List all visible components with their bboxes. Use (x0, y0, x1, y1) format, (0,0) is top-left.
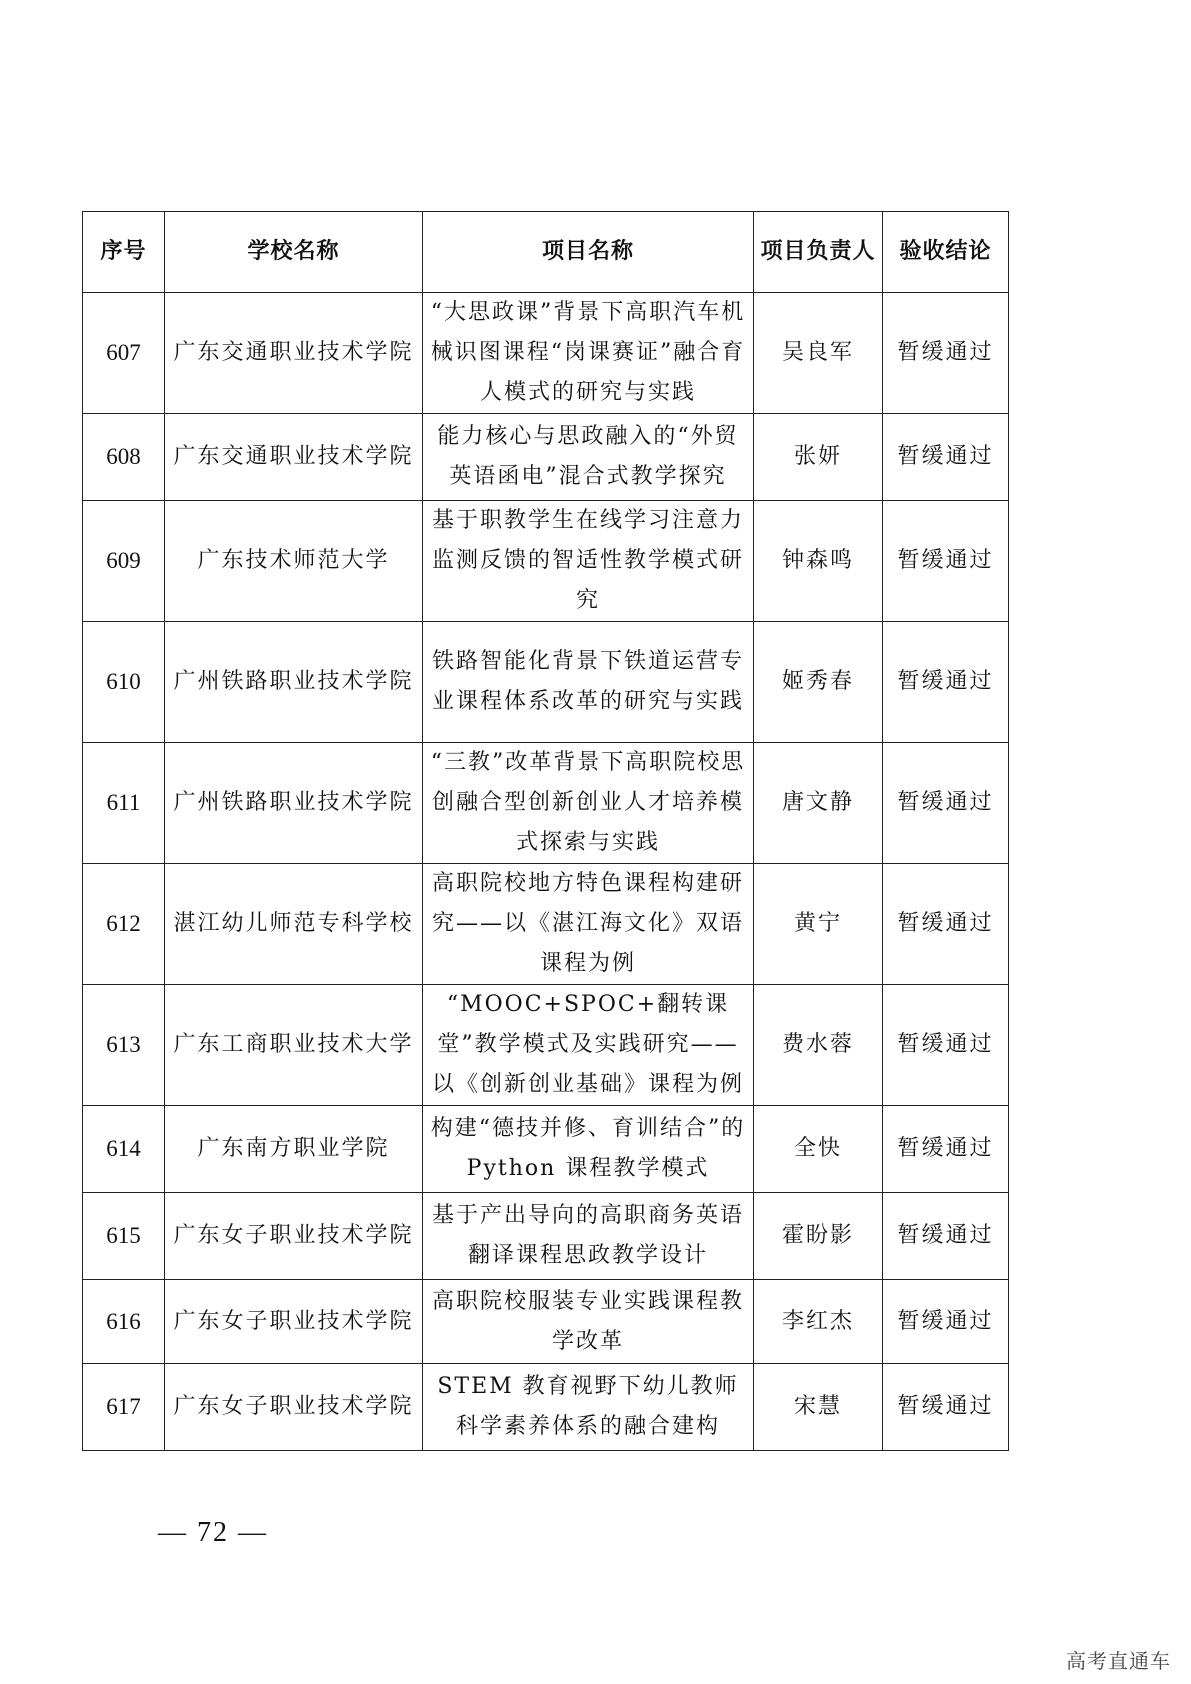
cell-seq: 611 (83, 743, 165, 864)
cell-school: 广东女子职业技术学院 (165, 1364, 423, 1451)
cell-leader: 费水蓉 (754, 985, 883, 1106)
cell-school: 广东工商职业技术大学 (165, 985, 423, 1106)
table-row (83, 743, 1009, 864)
table-row (83, 985, 1009, 1106)
cell-school: 广东交通职业技术学院 (165, 414, 423, 501)
cell-conclusion: 暂缓通过 (883, 1193, 1009, 1280)
cell-conclusion: 暂缓通过 (883, 622, 1009, 743)
cell-project: STEM 教育视野下幼儿教师科学素养体系的融合建构 (423, 1364, 754, 1451)
table-row (83, 501, 1009, 622)
header-project: 项目名称 (423, 212, 754, 293)
cell-conclusion: 暂缓通过 (883, 293, 1009, 414)
cell-school: 广东南方职业学院 (165, 1106, 423, 1193)
cell-project: 构建“德技并修、育训结合”的Python 课程教学模式 (423, 1106, 754, 1193)
cell-seq: 613 (83, 985, 165, 1106)
cell-seq: 617 (83, 1364, 165, 1451)
cell-school: 广东女子职业技术学院 (165, 1193, 423, 1280)
table-row (83, 293, 1009, 414)
cell-leader: 吴良军 (754, 293, 883, 414)
table-row (83, 1193, 1009, 1280)
cell-project: 基于职教学生在线学习注意力监测反馈的智适性教学模式研究 (423, 501, 754, 622)
cell-school: 广东女子职业技术学院 (165, 1280, 423, 1364)
cell-leader: 钟森鸣 (754, 501, 883, 622)
cell-leader: 霍盼影 (754, 1193, 883, 1280)
cell-conclusion: 暂缓通过 (883, 1280, 1009, 1364)
cell-leader: 姬秀春 (754, 622, 883, 743)
project-acceptance-table (82, 211, 1009, 1451)
cell-project: 铁路智能化背景下铁道运营专业课程体系改革的研究与实践 (423, 622, 754, 743)
cell-seq: 610 (83, 622, 165, 743)
cell-school: 广州铁路职业技术学院 (165, 743, 423, 864)
cell-conclusion: 暂缓通过 (883, 414, 1009, 501)
cell-seq: 612 (83, 864, 165, 985)
cell-conclusion: 暂缓通过 (883, 501, 1009, 622)
cell-project: “大思政课”背景下高职汽车机械识图课程“岗课赛证”融合育人模式的研究与实践 (423, 293, 754, 414)
cell-leader: 张妍 (754, 414, 883, 501)
cell-leader: 李红杰 (754, 1280, 883, 1364)
table-row (83, 1280, 1009, 1364)
cell-seq: 609 (83, 501, 165, 622)
cell-seq: 616 (83, 1280, 165, 1364)
cell-project: “三教”改革背景下高职院校思创融合型创新创业人才培养模式探索与实践 (423, 743, 754, 864)
header-conclusion: 验收结论 (883, 212, 1009, 293)
table-row (83, 864, 1009, 985)
cell-project: 高职院校地方特色课程构建研究——以《湛江海文化》双语课程为例 (423, 864, 754, 985)
watermark: 高考直通车 (1066, 1649, 1171, 1673)
cell-conclusion: 暂缓通过 (883, 1364, 1009, 1451)
table-header-row (83, 212, 1009, 293)
table-row (83, 414, 1009, 501)
cell-leader: 全快 (754, 1106, 883, 1193)
cell-leader: 唐文静 (754, 743, 883, 864)
cell-seq: 607 (83, 293, 165, 414)
cell-school: 湛江幼儿师范专科学校 (165, 864, 423, 985)
header-school: 学校名称 (165, 212, 423, 293)
cell-school: 广东交通职业技术学院 (165, 293, 423, 414)
cell-conclusion: 暂缓通过 (883, 985, 1009, 1106)
table-row (83, 1106, 1009, 1193)
cell-conclusion: 暂缓通过 (883, 743, 1009, 864)
header-leader: 项目负责人 (754, 212, 883, 293)
page-number: — 72 — (158, 1517, 268, 1548)
header-seq: 序号 (83, 212, 165, 293)
cell-school: 广东技术师范大学 (165, 501, 423, 622)
cell-project: 基于产出导向的高职商务英语翻译课程思政教学设计 (423, 1193, 754, 1280)
cell-school: 广州铁路职业技术学院 (165, 622, 423, 743)
cell-seq: 614 (83, 1106, 165, 1193)
cell-conclusion: 暂缓通过 (883, 864, 1009, 985)
cell-project: “MOOC+SPOC+翻转课堂”教学模式及实践研究——以《创新创业基础》课程为例 (423, 985, 754, 1106)
cell-project: 能力核心与思政融入的“外贸英语函电”混合式教学探究 (423, 414, 754, 501)
table-row (83, 1364, 1009, 1451)
table-row (83, 622, 1009, 743)
cell-seq: 608 (83, 414, 165, 501)
cell-conclusion: 暂缓通过 (883, 1106, 1009, 1193)
cell-leader: 宋慧 (754, 1364, 883, 1451)
cell-seq: 615 (83, 1193, 165, 1280)
cell-project: 高职院校服装专业实践课程教学改革 (423, 1280, 754, 1364)
cell-leader: 黄宁 (754, 864, 883, 985)
